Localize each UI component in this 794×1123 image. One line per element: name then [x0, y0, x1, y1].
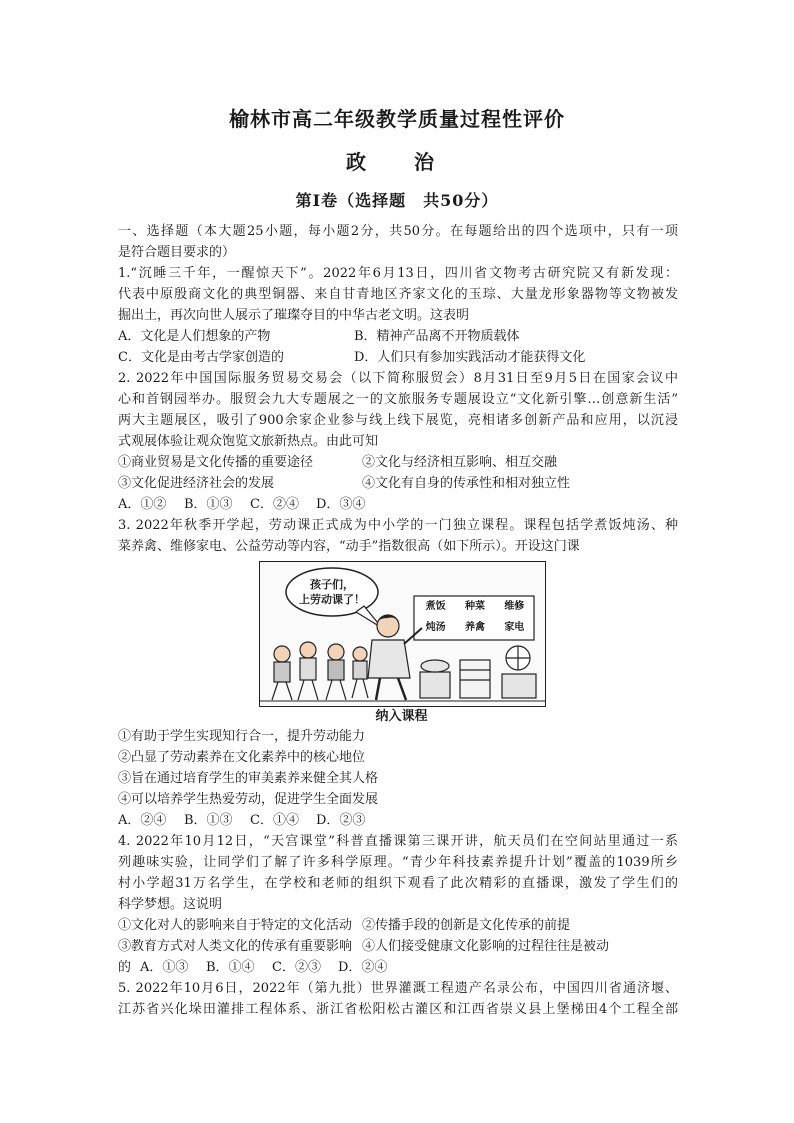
- choice-row: [118, 494, 678, 515]
- question-stem-line: 列趣味实验，让同学们了解了许多科学原理。“青少年科技素养提升计划”覆盖的1039所乡: [118, 855, 678, 870]
- question-2: [118, 368, 678, 515]
- question-stem-line: 心和首钢园举办。服贸会九大专题展之一的文旅服务专题展设立“文化新引擎…创意新生活”: [118, 392, 678, 407]
- question-stem-line: 江苏省兴化垛田灌排工程体系、浙江省松阳松古灌区和江西省崇义县上堡梯田4个工程全部: [118, 1002, 678, 1017]
- board-item: 维修: [504, 601, 525, 612]
- statement-1: ①文化对人的影响来自于特定的文化活动: [118, 918, 353, 933]
- board-item: 养禽: [464, 622, 485, 633]
- choice-lead: 的: [118, 960, 132, 975]
- question-stem-line: 3. 2022年秋季开学起，劳动课正式成为中小学的一门独立课程。课程包括学煮饭炖汤、种: [118, 518, 678, 533]
- exam-title: 榆林市高二年级教学质量过程性评价: [229, 107, 565, 131]
- option-c: C．文化是由考古学家创造的: [118, 350, 284, 365]
- question-stem-line: 掘出土，再次向世人展示了璀璨夺目的中华古老文明。这表明: [118, 308, 470, 323]
- question-stem-line: 5. 2022年10月6日，2022年（第九批）世界灌溉工程遗产名录公布，中国四川省通济堰、: [118, 981, 678, 996]
- choice-b: B．①③: [184, 813, 233, 828]
- statement-4: ④可以培养学生热爱劳动，促进学生全面发展: [118, 792, 379, 807]
- choice-c: C．②④: [250, 497, 299, 512]
- option-row: [118, 347, 678, 368]
- choice-d: D．②④: [338, 960, 388, 975]
- statement-row: [118, 915, 678, 936]
- speech-bubble: [290, 570, 374, 621]
- question-4: [118, 831, 678, 978]
- statement-row: [118, 473, 678, 494]
- bubble-line: 孩子们，: [310, 578, 354, 591]
- question-5: [118, 978, 678, 1020]
- question-stem-line: 式观展体验让观众饱览文旅新热点。由此可知: [118, 434, 379, 449]
- option-d: D．人们只有参加实践活动才能获得文化: [354, 350, 586, 365]
- choice-c: C．①④: [250, 813, 299, 828]
- statement-1: ①商业贸易是文化传播的重要途径: [118, 455, 314, 470]
- question-stem-line: 1.“沉睡三千年，一醒惊天下”。2022年6月13日，四川省文物考古研究院又有新发现：: [118, 266, 678, 281]
- choice-c: C．②③: [272, 960, 321, 975]
- labor-class-illustration: [259, 561, 546, 707]
- figure-caption: 纳入课程: [375, 709, 428, 724]
- question-stem-line: 村小学超31万名学生，在学校和老师的组织下观看了此次精彩的直播课，激发了学生们的: [118, 876, 678, 891]
- choice-a: A．②④: [118, 813, 167, 828]
- question-stem-line: 2. 2022年中国国际服务贸易交易会（以下简称服贸会）8月31日至9月5日在国家会议中: [118, 371, 678, 386]
- statement-4: ④文化有自身的传承性和相对独立性: [362, 476, 571, 491]
- choice-b: B．①④: [206, 960, 255, 975]
- subject-title: 政 治: [346, 150, 448, 174]
- board-item: 家电: [504, 622, 525, 633]
- choice-a: A．①③: [140, 960, 189, 975]
- instructions-line: 一、选择题（本大题25小题，每小题2分，共50分。在每题给出的四个选项中，只有一项: [118, 224, 678, 239]
- statement-2: ②凸显了劳动素养在文化素养中的核心地位: [118, 750, 366, 765]
- question-stem-line: 科学梦想。这说明: [118, 897, 223, 912]
- question-stem-line: 4. 2022年10月12日，“天宫课堂”科普直播课第三课开讲，航天员们在空间站里通过一系: [118, 834, 678, 849]
- board-item: 种菜: [464, 601, 485, 612]
- question-stem-line: 两大主题展区，吸引了900余家企业参与线上线下展览，亮相诸多创新产品和应用，以沉浸: [118, 413, 678, 428]
- choice-row: [118, 957, 678, 978]
- statement-3: ③教育方式对人类文化的传承有重要影响: [118, 939, 353, 954]
- statement-2: ②传播手段的创新是文化传承的前提: [362, 918, 571, 933]
- choice-d: D．③④: [316, 497, 366, 512]
- instructions: [118, 221, 678, 263]
- statement-row: [118, 452, 678, 473]
- bubble-line: 上劳动课了！: [299, 593, 365, 606]
- statement-2: ②文化与经济相互影响、相互交融: [362, 455, 558, 470]
- statement-1: ①有助于学生实现知行合一，提升劳动能力: [118, 729, 366, 744]
- course-board: [416, 596, 534, 642]
- board-item: 煮饭: [425, 601, 446, 612]
- choice-b: B．①③: [184, 497, 233, 512]
- instructions-line: 是符合题目要求的）: [118, 245, 236, 260]
- question-1: [118, 263, 678, 368]
- choice-row: [118, 810, 678, 831]
- question-3: [118, 515, 678, 831]
- choice-d: D．②③: [316, 813, 366, 828]
- option-row: [118, 326, 678, 347]
- option-b: B．精神产品离不开物质载体: [354, 329, 520, 344]
- board-item: 炖汤: [425, 622, 446, 633]
- statement-row: [118, 936, 678, 957]
- section-heading: 第Ⅰ卷（选择题 共50分）: [295, 191, 499, 210]
- question-stem-line: 代表中原殷商文化的典型铜器、来自甘青地区齐家文化的玉琮、大量龙形象器物等文物被发: [118, 287, 678, 302]
- statement-4: ④人们接受健康文化影响的过程往往是被动: [362, 939, 610, 954]
- option-a: A．文化是人们想象的产物: [118, 329, 271, 344]
- statement-3: ③文化促进经济社会的发展: [118, 476, 275, 491]
- question-content: [118, 221, 678, 1020]
- choice-a: A．①②: [118, 497, 167, 512]
- statement-3: ③旨在通过培育学生的审美素养来健全其人格: [118, 771, 379, 786]
- question-stem-line: 菜养禽、维修家电、公益劳动等内容，“动手”指数很高（如下所示）。开设这门课: [118, 539, 580, 554]
